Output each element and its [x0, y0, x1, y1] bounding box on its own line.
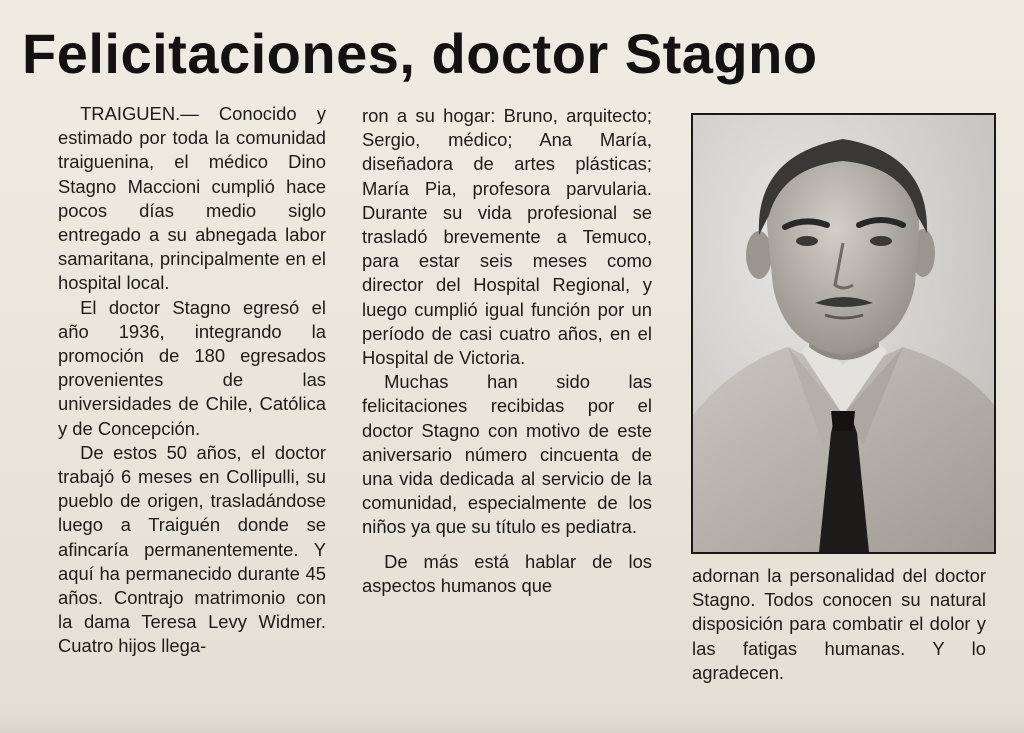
- article-column-2: [362, 104, 652, 598]
- page-edge: [0, 712, 1024, 733]
- paragraph: TRAIGUEN.— Conocido y estimado por toda la comunidad traiguenina, el médico Dino Stagno Maccioni cumplió hace pocos días medio siglo entregado a su abnegada labor samaritana, principalmente en el hospital local.: [58, 103, 326, 294]
- paragraph: ron a su hogar: Bruno, arquitecto; Sergio, médico; Ana María, diseñadora de artes plásticas; María Pia, profesora parvularia. Durante su vida profesional se trasladó brevemente a Temuco, para estar seis meses como director del Hospital Regional, y luego cumplió igual función por un período de casi cuatro años, en el Hospital de Victoria.: [362, 105, 652, 369]
- portrait-photo: [691, 113, 996, 554]
- paragraph: Muchas han sido las felicitaciones recibidas por el doctor Stagno con motivo de este aniversario número cincuenta de una vida dedicada al servicio de la comunidad, especialmente de los niños ya que su título es pediatra.: [362, 371, 652, 538]
- article-headline: Felicitaciones, doctor Stagno: [22, 22, 818, 85]
- paragraph: adornan la personalidad del doctor Stagno. Todos conocen su natural disposición para combatir el dolor y las fatigas humanas. Y lo agradecen.: [692, 565, 986, 683]
- portrait-illustration: [693, 115, 994, 552]
- article-column-3: [692, 564, 986, 685]
- paragraph: El doctor Stagno egresó el año 1936, integrando la promoción de 180 egresados provenientes de las universidades de Chile, Católica y de Concepción.: [58, 296, 326, 439]
- article-column-1: [58, 102, 326, 659]
- paragraph: De más está hablar de los aspectos humanos que: [362, 550, 652, 596]
- paragraph: De estos 50 años, el doctor trabajó 6 meses en Collipulli, su pueblo de origen, trasladándose luego a Traiguén donde se afincaría permanentemente. Y aquí ha permanecido durante 45 años. Contrajo matrimonio con la dama Teresa Levy Widmer. Cuatro hijos llega-: [58, 441, 326, 657]
